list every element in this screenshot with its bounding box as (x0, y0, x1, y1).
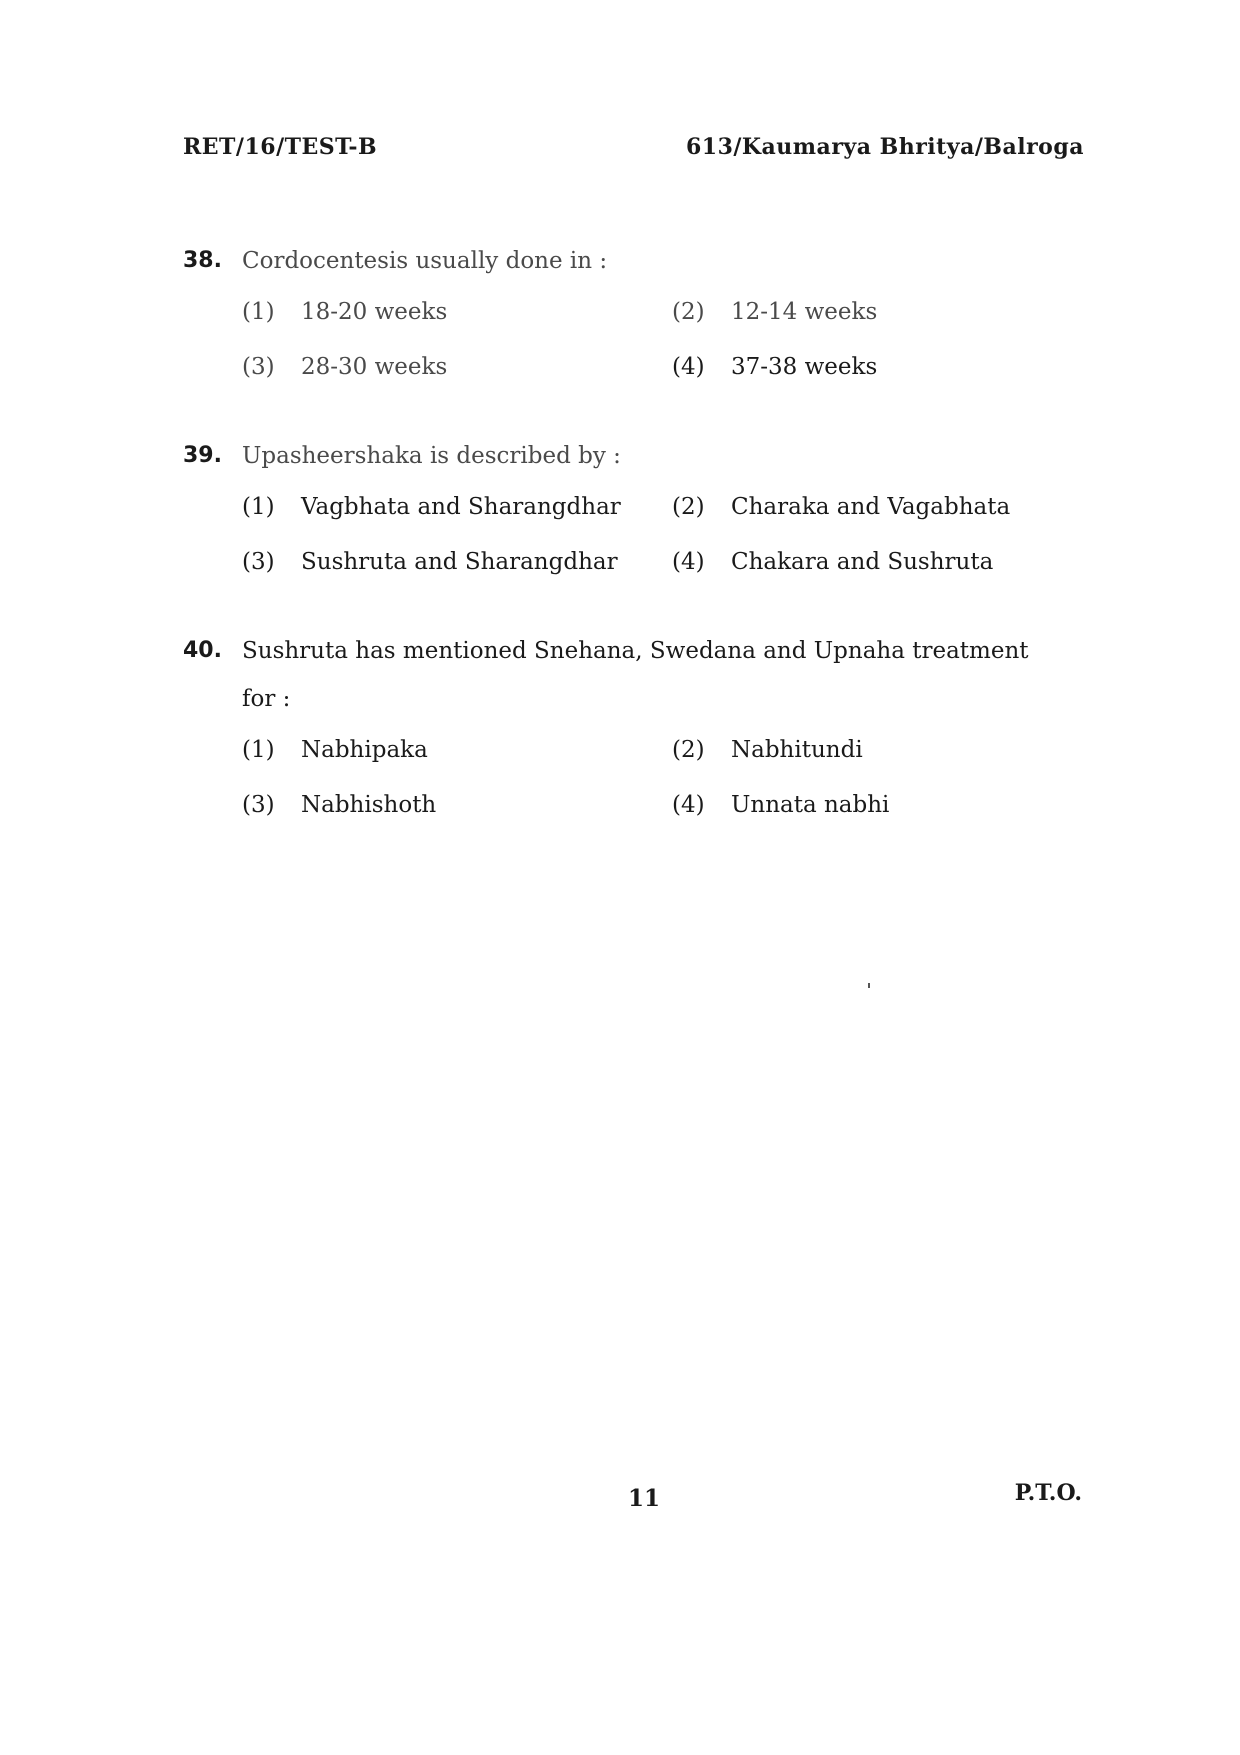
option-text: Nabhishoth (301, 792, 437, 818)
option-text: Sushruta and Sharangdhar (301, 549, 618, 575)
option-4 (672, 778, 1102, 833)
option-3 (242, 340, 672, 395)
question-text: Sushruta has mentioned Snehana, Swedana and Upnaha treatment for : (242, 638, 1029, 712)
option-number: (2) (672, 494, 705, 520)
pto-label: P.T.O. (1014, 1480, 1082, 1506)
header-subject: 613/Kaumarya Bhritya/Balroga (685, 134, 1084, 160)
options-grid (242, 285, 1093, 395)
option-2 (672, 723, 1102, 778)
question-text: Cordocentesis usually done in : (242, 248, 608, 274)
question-38 (183, 237, 1093, 395)
option-number: (1) (242, 737, 275, 763)
page-number: 11 (628, 1485, 661, 1512)
option-text: Vagbhata and Sharangdhar (301, 494, 621, 520)
question-stem (183, 432, 1093, 480)
question-stem (183, 237, 1093, 285)
option-number: (2) (672, 299, 705, 325)
option-text: Nabhipaka (301, 737, 428, 763)
option-text: 18-20 weeks (301, 299, 448, 325)
option-number: (1) (242, 299, 275, 325)
option-3 (242, 535, 672, 590)
option-1 (242, 285, 672, 340)
option-number: (4) (672, 549, 705, 575)
option-2 (672, 285, 1102, 340)
option-number: (3) (242, 354, 275, 380)
option-4 (672, 340, 1102, 395)
options-grid (242, 723, 1093, 833)
option-text: Charaka and Vagabhata (731, 494, 1011, 520)
option-text: 28-30 weeks (301, 354, 448, 380)
options-grid (242, 480, 1093, 590)
question-40 (183, 627, 1093, 833)
question-stem (183, 627, 1093, 723)
scan-speck (868, 983, 870, 988)
option-1 (242, 480, 672, 535)
question-number: 40. (183, 638, 222, 663)
option-number: (3) (242, 549, 275, 575)
option-text: 37-38 weeks (731, 354, 878, 380)
question-number: 38. (183, 248, 222, 273)
question-text: Upasheershaka is described by : (242, 443, 621, 469)
option-text: Nabhitundi (731, 737, 863, 763)
option-number: (4) (672, 792, 705, 818)
header-exam-code: RET/16/TEST-B (183, 134, 378, 160)
option-number: (1) (242, 494, 275, 520)
option-4 (672, 535, 1102, 590)
option-text: Unnata nabhi (731, 792, 890, 818)
option-3 (242, 778, 672, 833)
option-text: Chakara and Sushruta (731, 549, 994, 575)
option-number: (2) (672, 737, 705, 763)
option-text: 12-14 weeks (731, 299, 878, 325)
option-number: (3) (242, 792, 275, 818)
question-39 (183, 432, 1093, 590)
question-number: 39. (183, 443, 222, 468)
option-1 (242, 723, 672, 778)
option-2 (672, 480, 1102, 535)
option-number: (4) (672, 354, 705, 380)
